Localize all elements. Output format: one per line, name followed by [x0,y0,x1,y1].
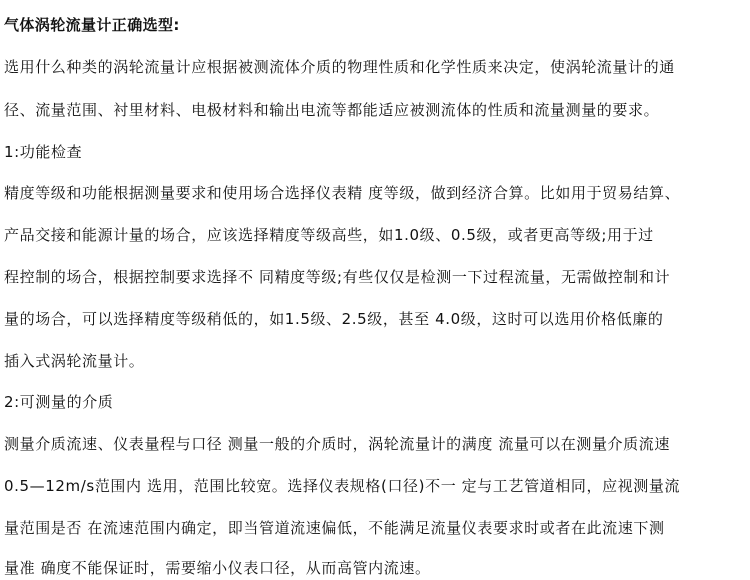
paragraph-accuracy-line-2: 产品交接和能源计量的场合，应该选择精度等级高些，如1.0级、0.5级，或者更高等级;用于过 [4,226,654,244]
paragraph-accuracy-line-5: 插入式涡轮流量计。 [4,352,145,370]
section-heading-measurable-media: 2:可测量的介质 [4,393,114,411]
paragraph-intro-line-1: 选用什么种类的涡轮流量计应根据被测流体介质的物理性质和化学性质来决定，使涡轮流量计的通 [4,58,675,76]
paragraph-intro-line-2: 径、流量范围、衬里材料、电极材料和输出电流等都能适应被测流体的性质和流量测量的要求。 [4,101,660,119]
article-title: 气体涡轮流量计正确选型: [4,16,180,34]
paragraph-media-line-1: 测量介质流速、仪表量程与口径 测量一般的介质时，涡轮流量计的满度 流量可以在测量介质流速 [4,435,670,453]
paragraph-accuracy-line-3: 程控制的场合，根据控制要求选择不 同精度等级;有些仅仅是检测一下过程流量，无需做控制和计 [4,268,671,286]
paragraph-media-line-4: 量准 确度不能保证时，需要缩小仪表口径，从而高管内流速。 [4,559,431,577]
section-heading-function-check: 1:功能检查 [4,143,83,161]
paragraph-media-line-2: 0.5—12m/s范围内 选用，范围比较宽。选择仪表规格(口径)不一 定与工艺管道相同，应视测量流 [4,477,681,495]
paragraph-accuracy-line-1: 精度等级和功能根据测量要求和使用场合选择仪表精 度等级，做到经济合算。比如用于贸易结算、 [4,184,681,202]
paragraph-accuracy-line-4: 量的场合，可以选择精度等级稍低的，如1.5级、2.5级，甚至 4.0级，这时可以选用价格低廉的 [4,310,664,328]
paragraph-media-line-3: 量范围是否 在流速范围内确定，即当管道流速偏低，不能满足流量仪表要求时或者在此流速下测 [4,519,665,537]
